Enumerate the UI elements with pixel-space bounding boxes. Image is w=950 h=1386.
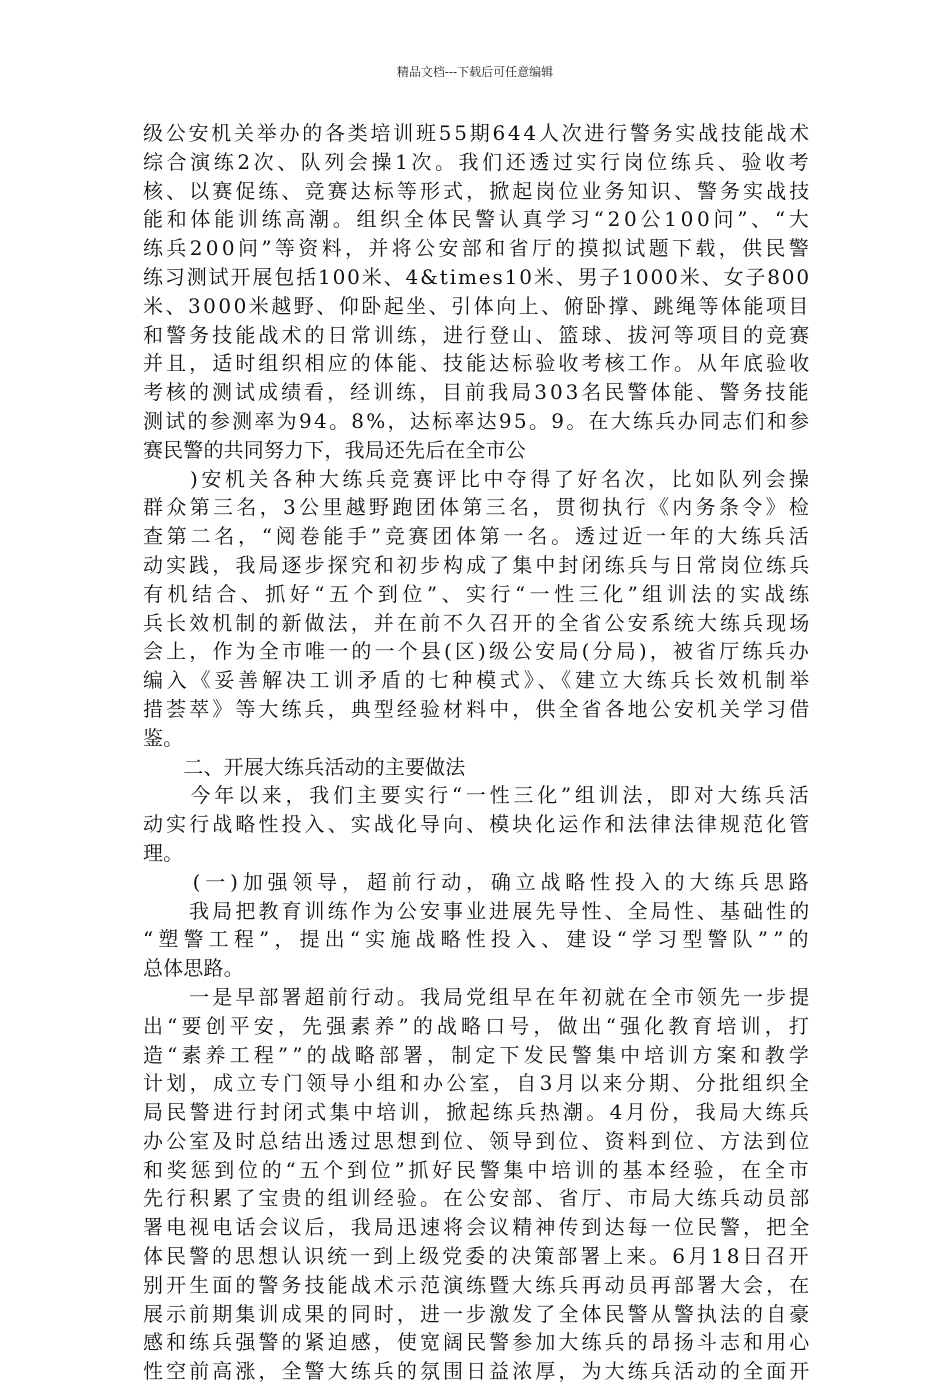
text-line: 造“素养工程””的战略部署，制定下发民警集中培训方案和教学 [143,1042,813,1067]
text-line: 考核的测试成绩看，经训练，目前我局303名民警体能、警务技能 [143,380,812,405]
text-line: 和警务技能战术的日常训练，进行登山、篮球、拔河等项目的竞赛 [143,322,813,347]
text-line: 计划，成立专门领导小组和办公室，自3月以来分期、分批组织全 [143,1071,813,1096]
text-line: 办公室及时总结出透过思想到位、领导到位、资料到位、方法到位 [143,1128,813,1153]
text-line: 级公安机关举办的各类培训班55期644人次进行警务实战技能战术 [143,121,812,145]
text-line: 局民警进行封闭式集中培训，掀起练兵热潮。4月份，我局大练兵 [143,1100,813,1125]
text-line: 有机结合、抓好“五个到位”、实行“一性三化”组训法的实战练 [143,581,814,606]
text-line: 展示前期集训成果的同时，进一步激发了全体民警从警执法的自豪 [143,1301,813,1326]
text-line: 核、以赛促练、竞赛达标等形式，掀起岗位业务知识、警务实战技 [143,178,813,203]
text-line: 感和练兵强警的紧迫感，使宽阔民警参加大练兵的昂扬斗志和用心 [143,1330,813,1355]
document-body [143,119,814,1386]
page-header: 精品文档---下载后可任意编辑 [396,65,554,79]
text-line: 综合演练2次、队列会操1次。我们还透过实行岗位练兵、验收考 [143,149,813,174]
text-line: 总体思路。 [143,956,244,981]
text-line: 别开生面的警务技能战术示范演练暨大练兵再动员再部署大会，在 [143,1272,813,1297]
text-line: (一)加强领导，超前行动，确立战略性投入的大练兵思路 [143,869,814,894]
text-line: 二、开展大练兵活动的主要做法 [143,754,466,779]
text-line: 一是早部署超前行动。我局党组早在年初就在全市领先一步提 [143,984,813,1009]
text-line: 并且，适时组织相应的体能、技能达标验收考核工作。从年底验收 [143,351,813,376]
text-line: 编入《妥善解决工训矛盾的七种模式》、《建立大练兵长效机制举 [143,668,813,693]
text-line: )安机关各种大练兵竞赛评比中夺得了好名次，比如队列会操 [143,466,813,491]
text-line: “塑警工程”，提出“实施战略性投入、建设“学习型警队””的 [143,927,814,952]
text-line: 动实行战略性投入、实战化导向、模块化运作和法律法律规范化管 [143,812,813,837]
text-line: 鉴。 [143,725,184,750]
text-line: 能和体能训练高潮。组织全体民警认真学习“20公100问”、“大 [143,207,813,232]
text-line: 署电视电话会议后，我局迅速将会议精神传到达每一位民警，把全 [143,1215,813,1240]
text-line: 查第二名，“阅卷能手”竞赛团体第一名。透过近一年的大练兵活 [143,524,813,549]
text-line: 兵长效机制的新做法，并在前不久召开的全省公安系统大练兵现场 [143,610,813,635]
text-line: 米、3000米越野、仰卧起坐、引体向上、俯卧撑、跳绳等体能项目 [143,293,811,318]
text-line: 理。 [143,840,184,865]
text-line: 练习测试开展包括100米、4&times10米、男子1000米、女子800 [143,264,811,289]
text-line: 措荟萃》等大练兵，典型经验材料中，供全省各地公安机关学习借 [143,696,813,721]
text-line: 动实践，我局逐步探究和初步构成了集中封闭练兵与日常岗位练兵 [143,552,813,577]
text-line: 练兵200问”等资料，并将公安部和省厅的摸拟试题下载，供民警 [143,236,813,261]
text-line: 我局把教育训练作为公安事业进展先导性、全局性、基础性的 [143,898,813,923]
text-line: 今年以来，我们主要实行“一性三化”组训法，即对大练兵活 [143,783,813,808]
text-line: 会上，作为全市唯一的一个县(区)级公安局(分局)，被省厅练兵办 [143,639,812,664]
text-line: 测试的参测率为94。8%，达标率达95。9。在大练兵办同志们和参 [143,408,812,433]
text-line: 和奖惩到位的“五个到位”抓好民警集中培训的基本经验，在全市 [143,1157,813,1182]
text-line: 性空前高涨，全警大练兵的氛围日益浓厚，为大练兵活动的全面开 [143,1359,813,1384]
text-line: 出“要创平安，先强素养”的战略口号，做出“强化教育培训，打 [143,1013,813,1038]
text-line: 先行积累了宝贵的组训经验。在公安部、省厅、市局大练兵动员部 [143,1186,813,1211]
text-line: 群众第三名，3公里越野跑团体第三名，贯彻执行《内务条令》检 [143,495,813,520]
text-line: 赛民警的共同努力下，我局还先后在全市公 [143,437,526,462]
text-line: 体民警的思想认识统一到上级党委的决策部署上来。6月18日召开 [143,1244,812,1269]
